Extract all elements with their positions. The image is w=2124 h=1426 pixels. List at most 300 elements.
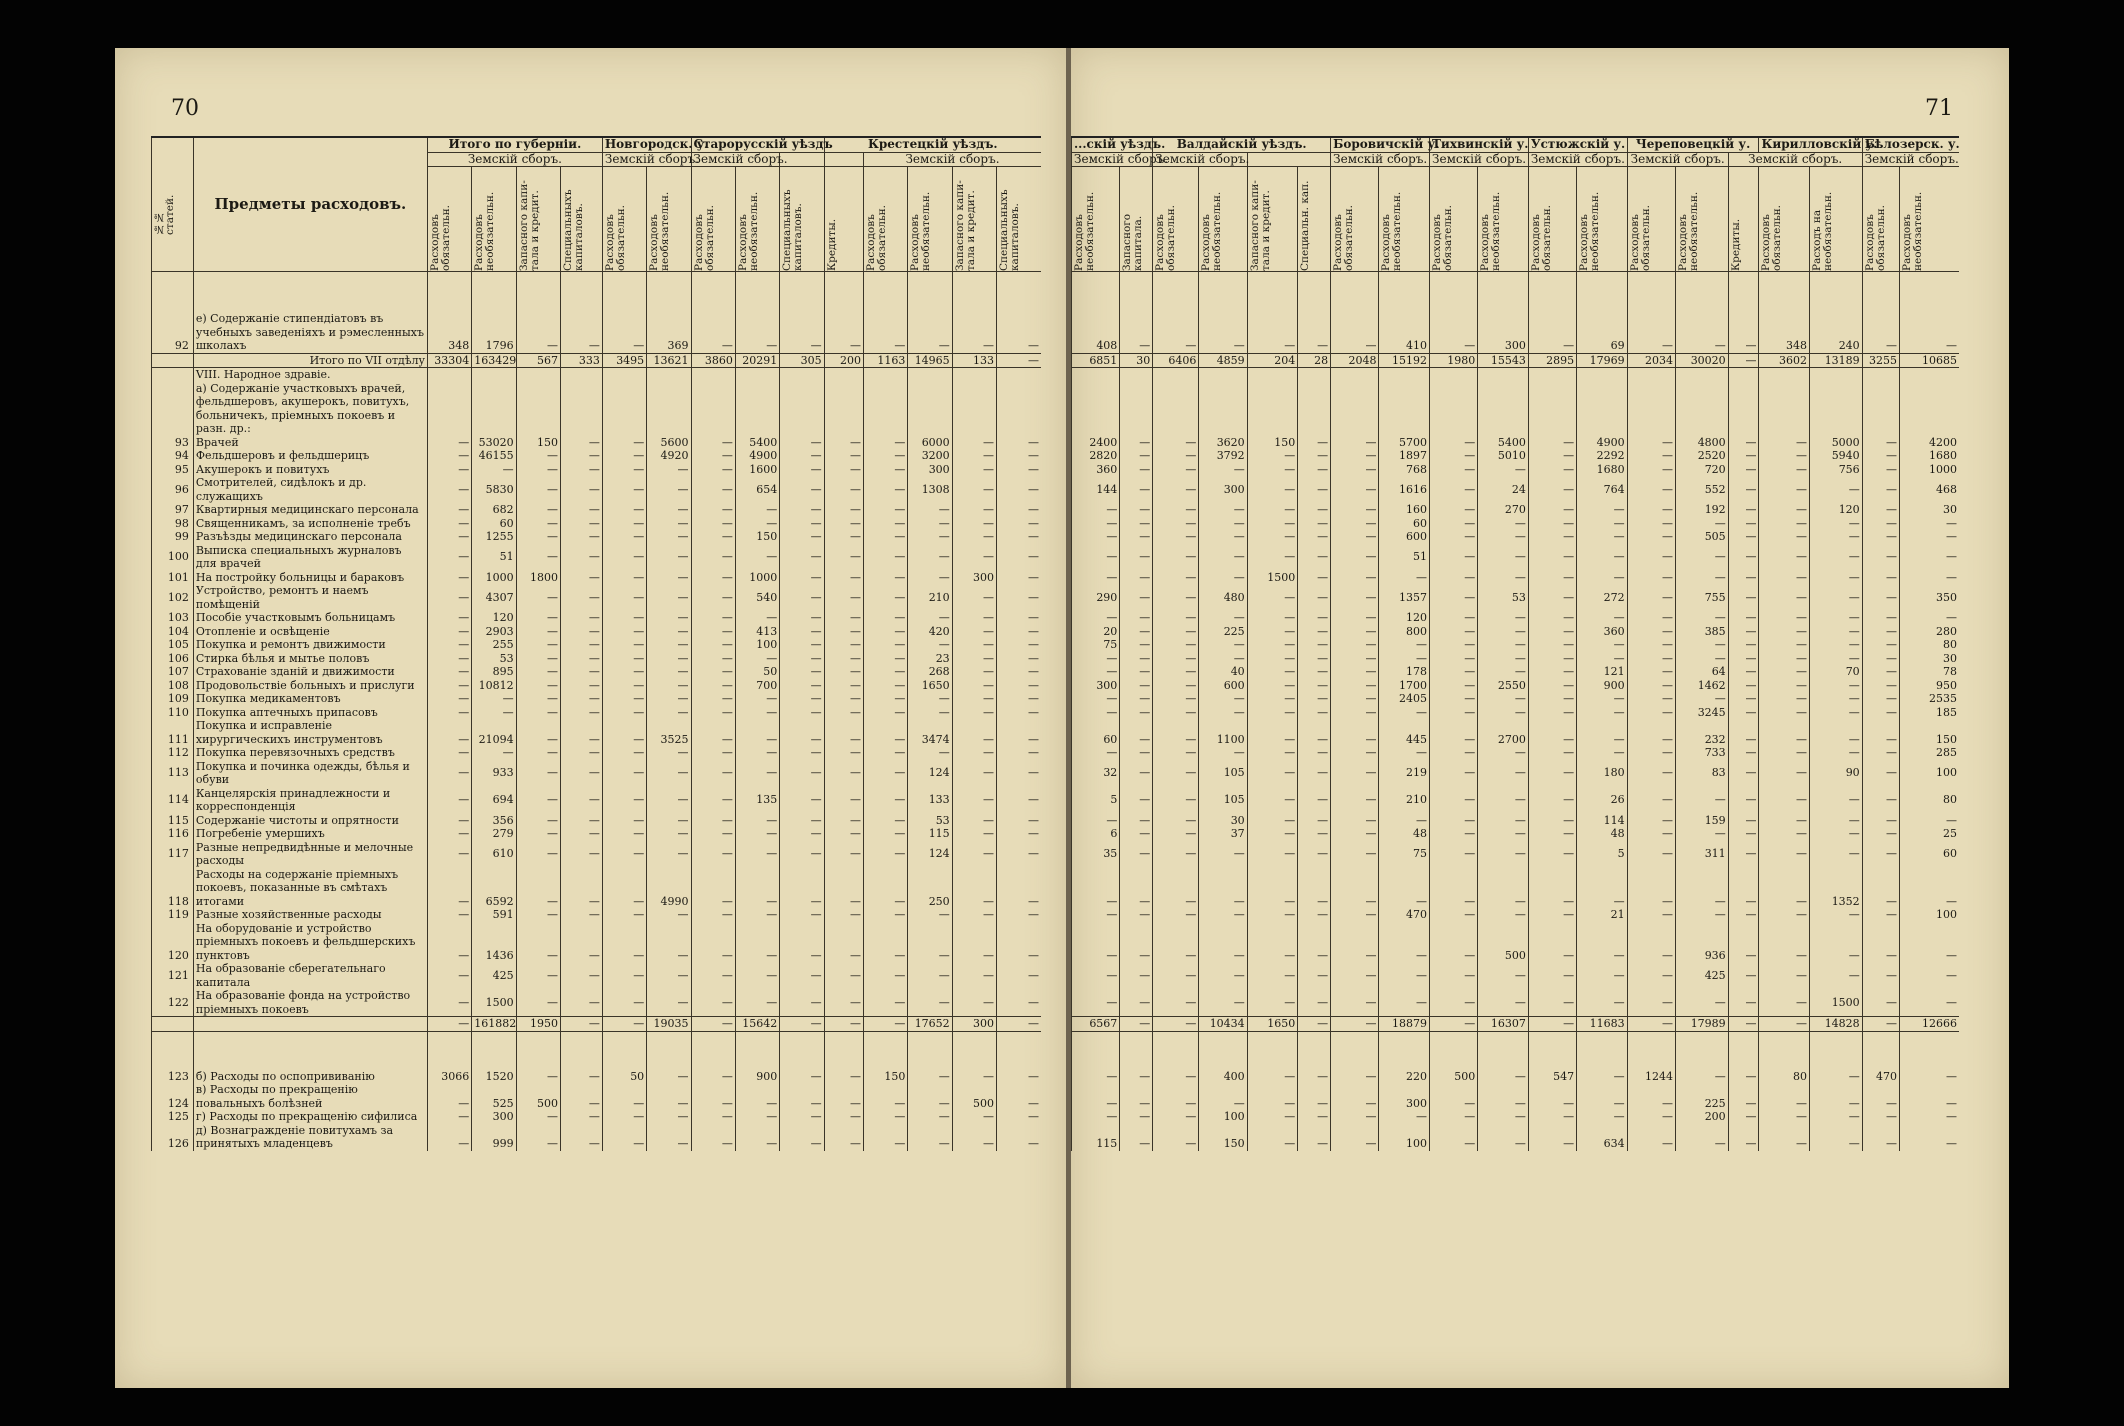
value-cell: 360 bbox=[1072, 463, 1120, 477]
value-cell: — bbox=[1331, 625, 1379, 639]
value-cell: — bbox=[1675, 989, 1728, 1017]
value-cell: 333 bbox=[560, 353, 602, 368]
value-cell: — bbox=[1379, 638, 1430, 652]
value-cell: — bbox=[735, 841, 779, 868]
table-row bbox=[152, 382, 1042, 436]
article-number: 96 bbox=[152, 476, 194, 503]
value-cell: — bbox=[560, 962, 602, 989]
value-cell: — bbox=[1675, 652, 1728, 666]
value-cell: — bbox=[864, 638, 908, 652]
value-cell: — bbox=[1120, 584, 1153, 611]
value-cell: 114 bbox=[1577, 814, 1628, 828]
value-cell: — bbox=[1577, 544, 1628, 571]
value-cell: — bbox=[780, 611, 824, 625]
subcolumn-header-text: Расходовъ обязательн. bbox=[1863, 205, 1887, 271]
value-cell: — bbox=[647, 827, 691, 841]
value-cell: 161882 bbox=[472, 1017, 516, 1032]
value-cell: — bbox=[780, 571, 824, 585]
value-cell: — bbox=[691, 449, 735, 463]
expense-item: е) Содержаніе стипендіатовъ въ учебныхъ заведеніяхъ и рэмесленныхъ школахъ bbox=[193, 312, 427, 353]
value-cell: — bbox=[1331, 962, 1379, 989]
expense-item: Стирка бѣлья и мытье половъ bbox=[193, 652, 427, 666]
value-cell: — bbox=[1759, 989, 1810, 1017]
expense-item: Страхованіе зданій и движимости bbox=[193, 665, 427, 679]
value-cell: 100 bbox=[1199, 1110, 1247, 1124]
value-cell: 547 bbox=[1528, 1031, 1576, 1083]
value-cell: — bbox=[1379, 746, 1430, 760]
value-cell: 1800 bbox=[516, 571, 560, 585]
value-cell: — bbox=[997, 665, 1041, 679]
subcolumn-header-text: Запасного капитала. bbox=[1121, 213, 1145, 271]
expense-item: Покупка и ремонтъ движимости bbox=[193, 638, 427, 652]
district-header: Крестецкій уѣздъ. bbox=[824, 137, 1041, 152]
value-cell: 60 bbox=[1379, 517, 1430, 531]
value-cell: — bbox=[997, 868, 1041, 909]
table-row bbox=[152, 760, 1042, 787]
value-cell: — bbox=[908, 746, 952, 760]
value-cell: 2292 bbox=[1577, 449, 1628, 463]
table-row bbox=[152, 517, 1042, 531]
subcolumn-header bbox=[427, 167, 471, 272]
value-cell: — bbox=[908, 989, 952, 1017]
value-cell: — bbox=[1120, 1124, 1153, 1151]
value-cell: — bbox=[952, 530, 996, 544]
value-cell: — bbox=[602, 827, 646, 841]
table-row bbox=[152, 503, 1042, 517]
subcolumn-header bbox=[1429, 167, 1477, 272]
value-cell: — bbox=[1862, 463, 1899, 477]
value-cell: — bbox=[1528, 679, 1576, 693]
value-cell: — bbox=[864, 312, 908, 353]
value-cell: — bbox=[516, 827, 560, 841]
table-row bbox=[1072, 746, 1960, 760]
table-row bbox=[152, 449, 1042, 463]
value-cell: 5600 bbox=[647, 436, 691, 450]
value-cell: — bbox=[560, 868, 602, 909]
value-cell: — bbox=[952, 544, 996, 571]
value-cell: 3620 bbox=[1199, 436, 1247, 450]
value-cell: — bbox=[1809, 517, 1862, 531]
subcolumn-header-text: Расходовъ необязательн. bbox=[1073, 191, 1096, 271]
value-cell: — bbox=[908, 1110, 952, 1124]
value-cell: — bbox=[824, 989, 863, 1017]
value-cell: — bbox=[1120, 463, 1153, 477]
value-cell: — bbox=[1120, 1017, 1153, 1032]
value-cell: 2535 bbox=[1900, 692, 1959, 706]
value-cell: — bbox=[1478, 814, 1529, 828]
value-cell bbox=[1199, 382, 1247, 436]
table-row bbox=[152, 611, 1042, 625]
value-cell: — bbox=[780, 530, 824, 544]
value-cell: — bbox=[1429, 827, 1477, 841]
value-cell: 654 bbox=[735, 476, 779, 503]
value-cell: — bbox=[1153, 544, 1199, 571]
expense-item: Покупка аптечныхъ припасовъ bbox=[193, 706, 427, 720]
value-cell: 19035 bbox=[647, 1017, 691, 1032]
value-cell: 115 bbox=[908, 827, 952, 841]
value-cell bbox=[1577, 382, 1628, 436]
value-cell: 51 bbox=[472, 544, 516, 571]
value-cell: — bbox=[1528, 922, 1576, 963]
value-cell: — bbox=[864, 611, 908, 625]
value-cell: — bbox=[1627, 1124, 1675, 1151]
value-cell: — bbox=[1528, 760, 1576, 787]
value-cell: — bbox=[1728, 1031, 1759, 1083]
value-cell bbox=[1809, 382, 1862, 436]
article-number: 117 bbox=[152, 841, 194, 868]
value-cell: 32 bbox=[1072, 760, 1120, 787]
subcolumn-header-text: Расходовъ необязательн. bbox=[1479, 191, 1503, 271]
value-cell: 2405 bbox=[1379, 692, 1430, 706]
subcolumn-header bbox=[1298, 167, 1331, 272]
value-cell: 756 bbox=[1809, 463, 1862, 477]
article-number: 112 bbox=[152, 746, 194, 760]
value-cell: — bbox=[1199, 922, 1247, 963]
value-cell: — bbox=[516, 1031, 560, 1083]
value-cell: — bbox=[735, 1110, 779, 1124]
value-cell: — bbox=[1528, 449, 1576, 463]
subcolumn-header bbox=[908, 167, 952, 272]
table-row bbox=[152, 692, 1042, 706]
value-cell: — bbox=[1809, 787, 1862, 814]
value-cell: — bbox=[427, 476, 471, 503]
value-cell: — bbox=[997, 922, 1041, 963]
value-cell: 14965 bbox=[908, 353, 952, 368]
value-cell: — bbox=[1528, 706, 1576, 720]
value-cell: — bbox=[647, 692, 691, 706]
value-cell bbox=[1627, 368, 1675, 382]
value-cell: — bbox=[1900, 1124, 1959, 1151]
value-cell: — bbox=[1478, 1083, 1529, 1110]
value-cell: 135 bbox=[735, 787, 779, 814]
value-cell: — bbox=[1298, 476, 1331, 503]
value-cell: 694 bbox=[472, 787, 516, 814]
value-cell: — bbox=[908, 571, 952, 585]
table-row bbox=[1072, 503, 1960, 517]
value-cell: — bbox=[1627, 652, 1675, 666]
value-cell: — bbox=[952, 503, 996, 517]
table-row bbox=[152, 368, 1042, 382]
value-cell: 2700 bbox=[1478, 719, 1529, 746]
article-number: 123 bbox=[152, 1031, 194, 1083]
value-cell: 26 bbox=[1577, 787, 1628, 814]
expense-table-right bbox=[1071, 136, 1959, 1151]
value-cell: — bbox=[1577, 719, 1628, 746]
spacer-cell bbox=[824, 272, 863, 313]
subcolumn-header bbox=[952, 167, 996, 272]
value-cell: — bbox=[1528, 746, 1576, 760]
value-cell: 1500 bbox=[1247, 571, 1298, 585]
value-cell: — bbox=[427, 571, 471, 585]
value-cell: — bbox=[735, 544, 779, 571]
value-cell bbox=[1247, 368, 1298, 382]
value-cell: — bbox=[427, 463, 471, 477]
value-cell: — bbox=[952, 611, 996, 625]
value-cell: 1500 bbox=[472, 989, 516, 1017]
article-number: 104 bbox=[152, 625, 194, 639]
value-cell: 4900 bbox=[1577, 436, 1628, 450]
value-cell: — bbox=[516, 476, 560, 503]
value-cell: — bbox=[516, 760, 560, 787]
value-cell: 5 bbox=[1072, 787, 1120, 814]
value-cell: — bbox=[997, 1110, 1041, 1124]
value-cell: 21094 bbox=[472, 719, 516, 746]
value-cell: 120 bbox=[472, 611, 516, 625]
column-header-no bbox=[152, 137, 194, 272]
value-cell: — bbox=[780, 436, 824, 450]
value-cell: 17969 bbox=[1577, 353, 1628, 368]
value-cell: — bbox=[1577, 962, 1628, 989]
value-cell: — bbox=[1247, 908, 1298, 922]
table-row bbox=[1072, 584, 1960, 611]
value-cell: — bbox=[1862, 868, 1899, 909]
value-cell: — bbox=[1759, 692, 1810, 706]
subcolumn-header bbox=[824, 167, 863, 272]
value-cell: 15192 bbox=[1379, 353, 1430, 368]
value-cell: — bbox=[864, 706, 908, 720]
value-cell: — bbox=[560, 692, 602, 706]
value-cell: — bbox=[602, 436, 646, 450]
value-cell: — bbox=[647, 1031, 691, 1083]
subcolumn-header-text: Кредиты. bbox=[1729, 218, 1742, 271]
value-cell: — bbox=[1675, 827, 1728, 841]
value-cell: — bbox=[1298, 1110, 1331, 1124]
value-cell: — bbox=[691, 787, 735, 814]
value-cell: — bbox=[691, 841, 735, 868]
subcolumn-header bbox=[1728, 167, 1759, 272]
value-cell: — bbox=[1247, 665, 1298, 679]
value-cell: — bbox=[602, 312, 646, 353]
value-cell: — bbox=[908, 962, 952, 989]
value-cell: — bbox=[1153, 989, 1199, 1017]
value-cell: — bbox=[1627, 312, 1675, 353]
value-cell: — bbox=[1379, 1110, 1430, 1124]
value-cell: — bbox=[1478, 962, 1529, 989]
value-cell: — bbox=[780, 665, 824, 679]
value-cell: — bbox=[997, 476, 1041, 503]
value-cell: 280 bbox=[1900, 625, 1959, 639]
expense-item: Разные хозяйственные расходы bbox=[193, 908, 427, 922]
value-cell: — bbox=[1627, 530, 1675, 544]
value-cell: — bbox=[1429, 625, 1477, 639]
value-cell: — bbox=[1331, 908, 1379, 922]
value-cell: — bbox=[1759, 841, 1810, 868]
value-cell: — bbox=[560, 719, 602, 746]
value-cell: — bbox=[824, 1110, 863, 1124]
value-cell: 12666 bbox=[1900, 1017, 1959, 1032]
value-cell: 23 bbox=[908, 652, 952, 666]
value-cell: 200 bbox=[824, 353, 863, 368]
value-cell: — bbox=[1809, 1083, 1862, 1110]
value-cell: 300 bbox=[1199, 476, 1247, 503]
value-cell: — bbox=[864, 787, 908, 814]
value-cell: — bbox=[1862, 746, 1899, 760]
value-cell: — bbox=[1199, 544, 1247, 571]
value-cell: 255 bbox=[472, 638, 516, 652]
expense-item: в) Расходы по прекращенію повальныхъ болѣзней bbox=[193, 1083, 427, 1110]
value-cell: 192 bbox=[1675, 503, 1728, 517]
expense-item: На оборудованіе и устройство пріемныхъ покоевъ и фельдшерскихъ пунктовъ bbox=[193, 922, 427, 963]
value-cell: 13621 bbox=[647, 353, 691, 368]
value-cell: — bbox=[1809, 584, 1862, 611]
table-row bbox=[152, 841, 1042, 868]
value-cell: 60 bbox=[472, 517, 516, 531]
value-cell: — bbox=[1728, 312, 1759, 353]
value-cell: — bbox=[1429, 584, 1477, 611]
value-cell: — bbox=[1809, 544, 1862, 571]
value-cell: — bbox=[997, 625, 1041, 639]
value-cell: — bbox=[1153, 503, 1199, 517]
value-cell: — bbox=[1478, 517, 1529, 531]
value-cell: — bbox=[824, 665, 863, 679]
value-cell: — bbox=[780, 638, 824, 652]
value-cell: — bbox=[1759, 476, 1810, 503]
value-cell: 133 bbox=[952, 353, 996, 368]
value-cell: 20 bbox=[1072, 625, 1120, 639]
table-row bbox=[152, 353, 1042, 368]
value-cell: — bbox=[1247, 544, 1298, 571]
value-cell: — bbox=[1478, 530, 1529, 544]
value-cell: — bbox=[864, 584, 908, 611]
value-cell: — bbox=[516, 746, 560, 760]
subcolumn-header-text: Специальныхъ капиталовъ. bbox=[781, 189, 805, 271]
spacer-cell bbox=[691, 272, 735, 313]
value-cell: — bbox=[997, 679, 1041, 693]
spacer-cell bbox=[1199, 272, 1247, 313]
value-cell: 16307 bbox=[1478, 1017, 1529, 1032]
value-cell: — bbox=[824, 463, 863, 477]
value-cell: — bbox=[780, 989, 824, 1017]
value-cell: — bbox=[824, 719, 863, 746]
value-cell: — bbox=[1759, 719, 1810, 746]
value-cell: 1796 bbox=[472, 312, 516, 353]
value-cell: — bbox=[560, 571, 602, 585]
value-cell: 300 bbox=[1478, 312, 1529, 353]
value-cell: — bbox=[560, 652, 602, 666]
value-cell: — bbox=[1429, 665, 1477, 679]
subcolumn-header-text: Расходовъ обязательн. bbox=[428, 205, 452, 271]
value-cell: — bbox=[1331, 463, 1379, 477]
value-cell: — bbox=[1675, 908, 1728, 922]
value-cell: — bbox=[691, 962, 735, 989]
value-cell: — bbox=[864, 719, 908, 746]
value-cell: — bbox=[1247, 989, 1298, 1017]
value-cell: — bbox=[1900, 868, 1959, 909]
value-cell: — bbox=[952, 679, 996, 693]
value-cell: — bbox=[1759, 868, 1810, 909]
value-cell: 3602 bbox=[1759, 353, 1810, 368]
value-cell: — bbox=[1759, 787, 1810, 814]
value-cell: — bbox=[1728, 1017, 1759, 1032]
expense-item: г) Расходы по прекращенію сифилиса bbox=[193, 1110, 427, 1124]
value-cell: — bbox=[1072, 665, 1120, 679]
value-cell: — bbox=[1379, 868, 1430, 909]
subcolumn-header bbox=[560, 167, 602, 272]
subcolumn-header-text: Расходовъ необязательн. bbox=[1676, 191, 1700, 271]
value-cell: — bbox=[824, 638, 863, 652]
value-cell: — bbox=[647, 476, 691, 503]
table-row bbox=[1072, 814, 1960, 828]
value-cell: — bbox=[647, 760, 691, 787]
value-cell: — bbox=[1809, 571, 1862, 585]
value-cell: — bbox=[602, 719, 646, 746]
value-cell: — bbox=[1199, 312, 1247, 353]
value-cell: — bbox=[997, 449, 1041, 463]
value-cell: — bbox=[427, 584, 471, 611]
value-cell: — bbox=[997, 989, 1041, 1017]
value-cell: — bbox=[908, 1083, 952, 1110]
table-row bbox=[152, 962, 1042, 989]
value-cell: — bbox=[516, 312, 560, 353]
value-cell: — bbox=[1759, 463, 1810, 477]
value-cell: 11683 bbox=[1577, 1017, 1628, 1032]
spacer-cell bbox=[735, 272, 779, 313]
value-cell: — bbox=[1120, 841, 1153, 868]
value-cell: — bbox=[647, 1124, 691, 1151]
value-cell: 768 bbox=[1379, 463, 1430, 477]
value-cell: — bbox=[1675, 544, 1728, 571]
value-cell bbox=[1379, 382, 1430, 436]
value-cell: — bbox=[1528, 436, 1576, 450]
value-cell: 5700 bbox=[1379, 436, 1430, 450]
value-cell bbox=[1528, 368, 1576, 382]
value-cell: — bbox=[1627, 827, 1675, 841]
value-cell: — bbox=[908, 706, 952, 720]
subcolumn-header-text: Расходовъ обязательн. bbox=[1529, 205, 1553, 271]
value-cell: — bbox=[864, 571, 908, 585]
table-row bbox=[1072, 353, 1960, 368]
article-number: 118 bbox=[152, 868, 194, 909]
value-cell bbox=[1331, 382, 1379, 436]
value-cell: 1600 bbox=[735, 463, 779, 477]
value-cell: — bbox=[1429, 449, 1477, 463]
value-cell: — bbox=[1809, 1124, 1862, 1151]
value-cell: — bbox=[1862, 449, 1899, 463]
article-number: 120 bbox=[152, 922, 194, 963]
spacer-cell bbox=[472, 272, 516, 313]
value-cell: 1255 bbox=[472, 530, 516, 544]
value-cell bbox=[1429, 368, 1477, 382]
value-cell: — bbox=[824, 436, 863, 450]
value-cell: — bbox=[864, 868, 908, 909]
value-cell: — bbox=[1199, 530, 1247, 544]
subcolumn-header-text: Расходовъ необязательн. bbox=[1578, 191, 1602, 271]
value-cell: 53 bbox=[908, 814, 952, 828]
value-cell: — bbox=[1528, 665, 1576, 679]
value-cell: 220 bbox=[1379, 1031, 1430, 1083]
value-cell: — bbox=[1528, 908, 1576, 922]
value-cell: — bbox=[1298, 571, 1331, 585]
table-row bbox=[152, 827, 1042, 841]
value-cell: — bbox=[427, 989, 471, 1017]
value-cell: 210 bbox=[1379, 787, 1430, 814]
value-cell: — bbox=[560, 679, 602, 693]
value-cell: — bbox=[1900, 1031, 1959, 1083]
value-cell: — bbox=[516, 706, 560, 720]
value-cell: — bbox=[1728, 962, 1759, 989]
value-cell: — bbox=[472, 692, 516, 706]
value-cell: — bbox=[1247, 841, 1298, 868]
value-cell: — bbox=[647, 787, 691, 814]
value-cell: — bbox=[1153, 692, 1199, 706]
value-cell: — bbox=[602, 571, 646, 585]
value-cell: — bbox=[1862, 962, 1899, 989]
value-cell: — bbox=[560, 449, 602, 463]
value-cell: — bbox=[1247, 652, 1298, 666]
value-cell: 480 bbox=[1199, 584, 1247, 611]
value-cell: — bbox=[691, 746, 735, 760]
subcolumn-header-text: Расходовъ обязательн. bbox=[865, 205, 888, 271]
